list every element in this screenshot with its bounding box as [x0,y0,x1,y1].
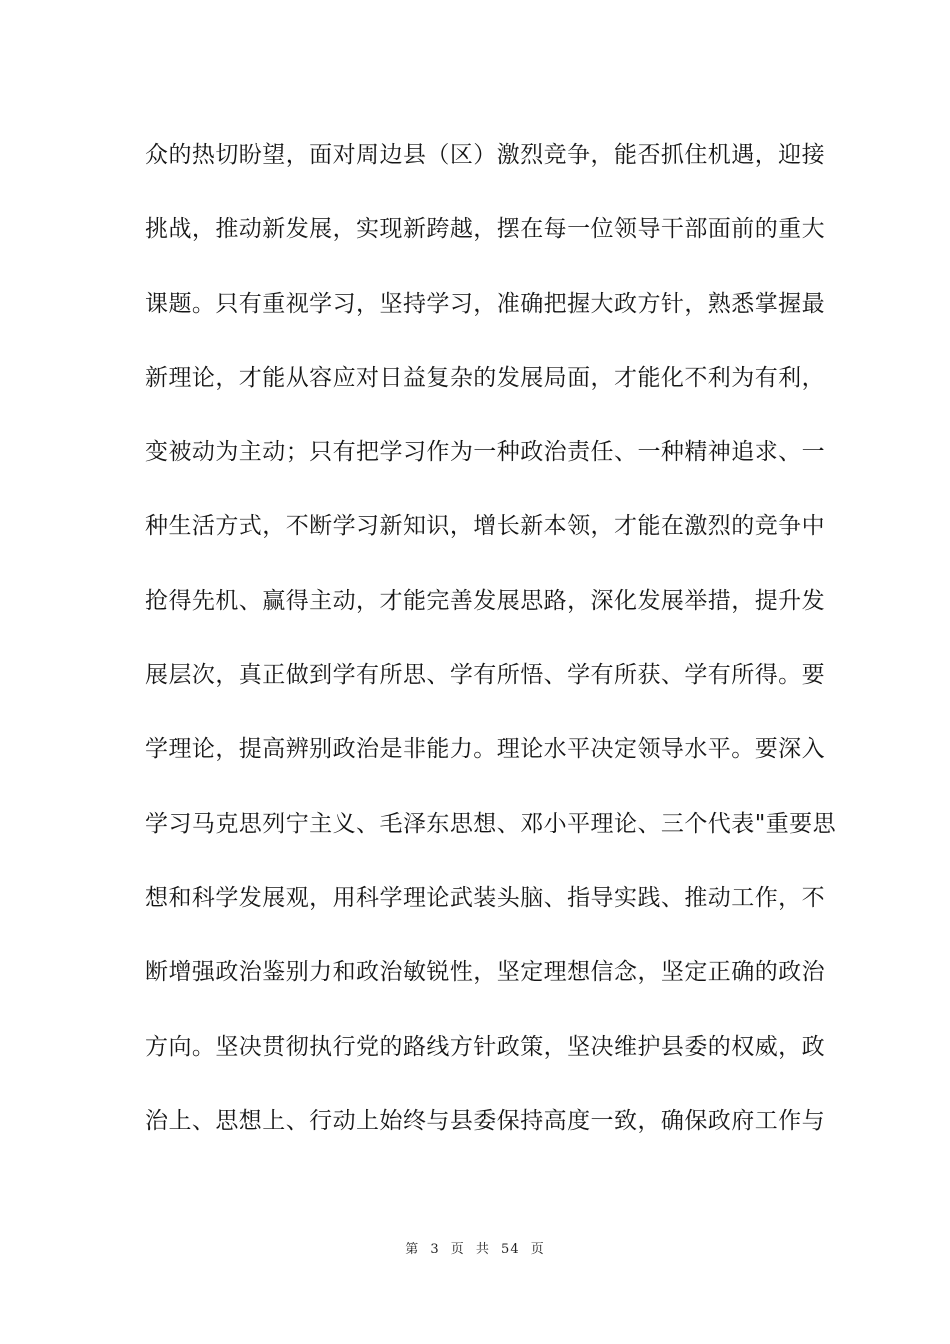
text-line: 种生活方式，不断学习新知识，增长新本领，才能在激烈的竞争中 [145,513,826,540]
text-line: 新理论，才能从容应对日益复杂的发展局面，才能化不利为有利， [145,364,826,391]
text-line: 方向。坚决贯彻执行党的路线方针政策，坚决维护县委的权威，政 [145,1033,826,1060]
text-line: 变被动为主动；只有把学习作为一种政治责任、一种精神追求、一 [145,439,826,466]
text-line: 想和科学发展观，用科学理论武装头脑、指导实践、推动工作，不 [145,884,826,911]
text-line: 断增强政治鉴别力和政治敏锐性，坚定理想信念，坚定正确的政治 [145,959,826,986]
text-line: 学理论，提高辨别政治是非能力。理论水平决定领导水平。要深入 [145,736,826,763]
page-number-footer: 第 3 页 共 54 页 [405,1242,545,1257]
text-line: 抢得先机、赢得主动，才能完善发展思路，深化发展举措，提升发 [145,587,826,614]
text-line: 众的热切盼望，面对周边县（区）激烈竞争，能否抓住机遇，迎接 [145,142,826,168]
text-line: 学习马克思列宁主义、毛泽东思想、邓小平理论、三个代表"重要思 [145,810,837,837]
text-line: 展层次，真正做到学有所思、学有所悟、学有所获、学有所得。要 [145,662,826,689]
text-line: 挑战，推动新发展，实现新跨越，摆在每一位领导干部面前的重大 [145,216,826,243]
body-text [145,134,837,1174]
text-line: 治上、思想上、行动上始终与县委保持高度一致，确保政府工作与 [145,1107,826,1134]
text-line: 课题。只有重视学习，坚持学习，准确把握大政方针，熟悉掌握最 [145,290,826,317]
